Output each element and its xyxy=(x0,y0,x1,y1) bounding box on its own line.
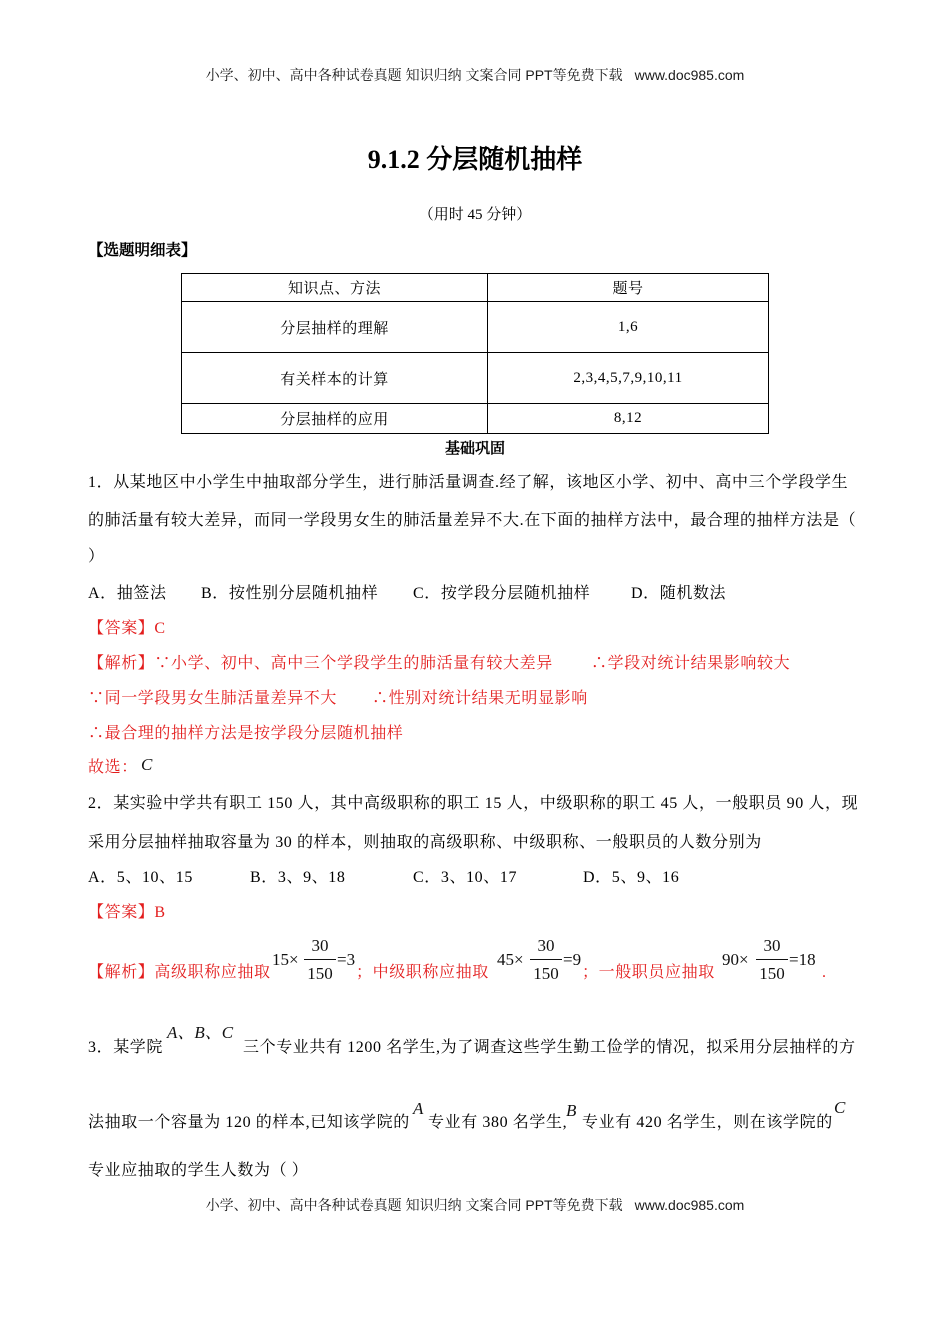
q2-analysis-general xyxy=(582,963,715,983)
math-fraction xyxy=(530,936,562,984)
q2-answer xyxy=(88,903,166,923)
table-header-question-no: 题号 xyxy=(488,274,769,302)
fraction-numerator: 30 xyxy=(537,936,555,955)
q2-analysis-start xyxy=(88,963,271,983)
analysis-reason: ∵小学、初中、高中三个学段学生的肺活量有较大差异 xyxy=(154,655,553,672)
q1-option-b: B．按性别分层随机抽样 xyxy=(201,585,379,602)
footer-site-url: www.doc985.com xyxy=(634,1197,745,1213)
q1-choice-value: C xyxy=(141,755,153,774)
footer-text: 小学、初中、高中各种试卷真题 知识归纳 文案合同 PPT等免费下载 xyxy=(205,1197,623,1213)
table-header-topic: 知识点、方法 xyxy=(182,274,488,302)
q2-option-b: B．3、9、18 xyxy=(250,869,346,886)
answer-value: C xyxy=(154,620,166,637)
table-cell-topic: 分层抽样的理解 xyxy=(182,302,488,353)
q2-stem-line: 2．某实验中学共有职工 150 人，其中高级职称的职工 15 人，中级职称的职工 45 人，一般职员 90 人，现 xyxy=(88,795,859,812)
q1-stem-line: 的肺活量有较大差异，而同一学段男女生的肺活量差异不大.在下面的抽样方法中，最合理的抽样方法是（ xyxy=(88,512,857,529)
q2-option-a: A．5、10、15 xyxy=(88,869,193,886)
math-factor: 90× xyxy=(722,950,749,969)
q2-option-d: D．5、9、16 xyxy=(583,869,680,886)
header-site-url: www.doc985.com xyxy=(634,67,745,83)
table-row xyxy=(182,353,769,404)
table-row xyxy=(182,302,769,353)
math-fraction xyxy=(304,936,336,984)
page-title: 9.1.2 分层随机抽样 xyxy=(367,145,583,174)
math-result: =3 xyxy=(337,950,356,969)
time-limit: （用时 45 分钟） xyxy=(418,207,532,223)
q3-stem-line: 三个专业共有 1200 名学生,为了调查这些学生勤工俭学的情况，拟采用分层抽样的方 xyxy=(243,1039,856,1056)
q1-analysis-line xyxy=(88,654,553,674)
table-cell-question-no: 1,6 xyxy=(488,302,769,353)
analysis-conclusion: ∴最合理的抽样方法是按学段分层随机抽样 xyxy=(88,725,404,742)
header-text: 小学、初中、高中各种试卷真题 知识归纳 文案合同 PPT等免费下载 xyxy=(205,67,623,83)
fraction-denominator: 150 xyxy=(759,964,785,983)
table-cell-topic: 有关样本的计算 xyxy=(182,353,488,404)
math-result: =18 xyxy=(789,950,816,969)
analysis-label: 【解析】 xyxy=(88,964,155,981)
analysis-reason: ∵同一学段男女生肺活量差异不大 xyxy=(88,690,338,707)
q3-stem-line: 法抽取一个容量为 120 的样本,已知该学院的 xyxy=(88,1114,410,1131)
section-heading: 基础巩固 xyxy=(444,441,505,457)
q3-stem-line: 专业有 420 名学生，则在该学院的 xyxy=(582,1114,833,1131)
q3-major-variables: A、B、C xyxy=(167,1023,234,1042)
q1-answer xyxy=(88,619,166,639)
fraction-denominator: 150 xyxy=(307,964,333,983)
q3-variable-a: A xyxy=(413,1099,424,1118)
table-cell-topic: 分层抽样的应用 xyxy=(182,404,488,434)
analysis-general-text: 一般职员应抽取 xyxy=(598,964,715,981)
q2-analysis-middle xyxy=(356,963,489,983)
answer-label: 【答案】 xyxy=(88,620,155,637)
table-cell-question-no: 8,12 xyxy=(488,404,769,434)
answer-label: 【答案】 xyxy=(88,904,155,921)
analysis-separator: ； xyxy=(356,964,373,981)
table-cell-question-no: 2,3,4,5,7,9,10,11 xyxy=(488,353,769,404)
q3-stem-line: 专业有 380 名学生, xyxy=(428,1114,568,1131)
analysis-middle-text: 中级职称应抽取 xyxy=(372,964,489,981)
q1-option-c: C．按学段分层随机抽样 xyxy=(413,585,591,602)
fraction-numerator: 30 xyxy=(763,936,781,955)
fraction-numerator: 30 xyxy=(311,936,329,955)
q3-stem-line: 专业应抽取的学生人数为（ ） xyxy=(88,1162,309,1179)
q1-option-d: D．随机数法 xyxy=(631,585,727,602)
fraction-bar xyxy=(530,959,562,960)
q3-variable-b: B xyxy=(566,1101,577,1120)
topic-detail-table xyxy=(181,273,769,434)
fraction-denominator: 150 xyxy=(533,964,559,983)
q1-stem-line: 1．从某地区中小学生中抽取部分学生，进行肺活量调查.经了解，该地区小学、初中、高中三个学段学生 xyxy=(88,474,849,491)
fraction-bar xyxy=(756,959,788,960)
q2-stem-line: 采用分层抽样抽取容量为 30 的样本，则抽取的高级职称、中级职称、一般职员的人数分别为 xyxy=(88,834,762,851)
analysis-senior-text: 高级职称应抽取 xyxy=(154,964,271,981)
q1-option-a: A．抽签法 xyxy=(88,585,167,602)
analysis-conclusion: ∴性别对统计结果无明显影响 xyxy=(372,690,588,707)
fraction-bar xyxy=(304,959,336,960)
math-result: =9 xyxy=(563,950,582,969)
math-fraction xyxy=(756,936,788,984)
q1-stem-line: ） xyxy=(88,548,105,565)
analysis-separator: ； xyxy=(582,964,599,981)
q2-option-c: C．3、10、17 xyxy=(413,869,518,886)
page-footer xyxy=(0,1195,950,1215)
q1-conclusion-label: 故选： xyxy=(88,759,138,776)
math-factor: 15× xyxy=(272,950,299,969)
q3-variable-c: C xyxy=(834,1098,846,1117)
table-heading: 【选题明细表】 xyxy=(88,242,197,259)
table-header-row xyxy=(182,274,769,302)
math-factor: 45× xyxy=(497,950,524,969)
answer-value: B xyxy=(154,904,166,921)
table-row xyxy=(182,404,769,434)
analysis-end-period: . xyxy=(822,964,827,981)
analysis-label: 【解析】 xyxy=(88,655,155,672)
analysis-conclusion: ∴学段对统计结果影响较大 xyxy=(591,655,791,672)
page-header xyxy=(0,65,950,85)
q3-stem-lead: 3．某学院 xyxy=(88,1039,164,1056)
